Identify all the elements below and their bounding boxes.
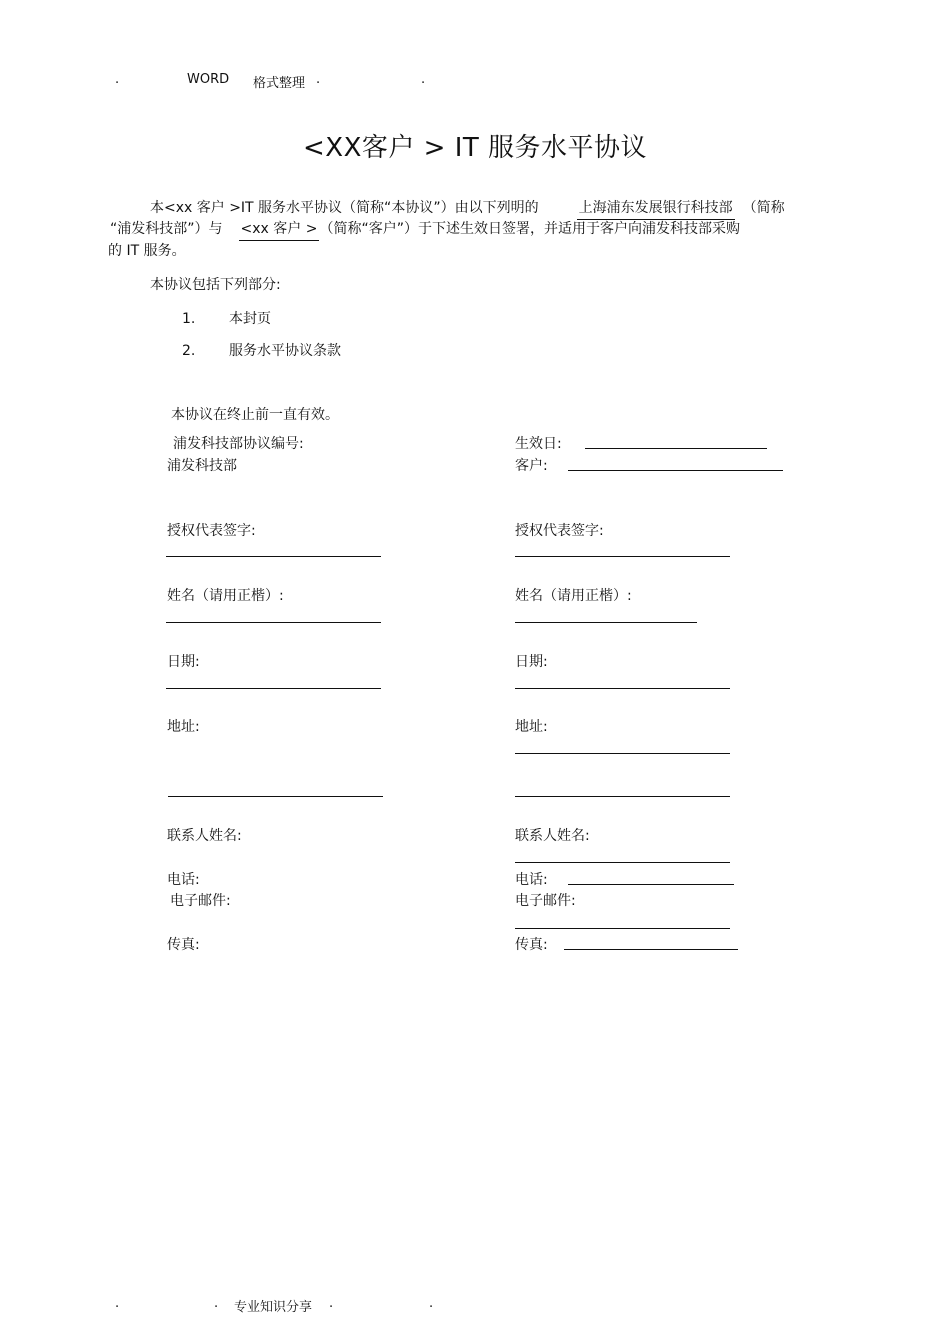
right-address-label: 地址: bbox=[515, 719, 548, 735]
right-auth-sign-line[interactable] bbox=[515, 556, 730, 557]
left-address-label: 地址: bbox=[167, 719, 200, 735]
right-email-line[interactable] bbox=[515, 928, 730, 929]
header-dot: . bbox=[115, 72, 120, 87]
header-format: 格式整理 bbox=[253, 76, 306, 91]
right-fax-line[interactable] bbox=[564, 949, 738, 950]
intro-text: 本<xx 客户 >IT 服务水平协议（简称“本协议”）由以下列明的 bbox=[150, 200, 539, 216]
right-client-line[interactable] bbox=[568, 470, 783, 471]
intro-text: “浦发科技部”）与 bbox=[110, 221, 223, 237]
parts-item-number: 2. bbox=[182, 343, 196, 359]
footer-dot: . bbox=[429, 1296, 434, 1311]
intro-line-3: 的 IT 服务。 bbox=[108, 243, 186, 259]
right-address-line-2[interactable] bbox=[515, 796, 730, 797]
left-email-label: 电子邮件: bbox=[170, 893, 231, 909]
left-address-line[interactable] bbox=[168, 796, 383, 797]
parts-item-number: 1. bbox=[182, 311, 196, 327]
client-name: <xx 客户 > bbox=[239, 219, 320, 241]
right-name-line[interactable] bbox=[515, 622, 697, 623]
header-dot: . bbox=[421, 72, 426, 87]
effective-date-label: 生效日: bbox=[515, 436, 562, 452]
footer-dot: . bbox=[115, 1296, 120, 1311]
header-dot: . bbox=[316, 72, 321, 87]
intro-text: （简称“客户”）于下述生效日签署，并适用于客户向浦发科技部采购 bbox=[319, 221, 740, 237]
header-word: WORD bbox=[187, 72, 230, 87]
validity-text: 本协议在终止前一直有效。 bbox=[171, 407, 339, 423]
right-date-line[interactable] bbox=[515, 688, 730, 689]
left-name-line[interactable] bbox=[166, 622, 381, 623]
left-date-line[interactable] bbox=[166, 688, 381, 689]
left-phone-label: 电话: bbox=[167, 872, 200, 888]
right-phone-label: 电话: bbox=[515, 872, 548, 888]
agreement-number-label: 浦发科技部协议编号: bbox=[173, 436, 304, 452]
party-name: 上海浦东发展银行科技部 bbox=[577, 198, 735, 220]
left-date-label: 日期: bbox=[167, 654, 200, 670]
document-title: <XX客户 > IT 服务水平协议 bbox=[302, 133, 648, 163]
left-party-label: 浦发科技部 bbox=[167, 458, 237, 474]
right-name-label: 姓名（请用正楷）: bbox=[515, 588, 632, 604]
footer-dot: . bbox=[329, 1296, 334, 1311]
left-name-label: 姓名（请用正楷）: bbox=[167, 588, 284, 604]
right-address-line-1[interactable] bbox=[515, 753, 730, 754]
left-fax-label: 传真: bbox=[167, 937, 200, 953]
intro-line-2 bbox=[110, 219, 740, 241]
right-contact-label: 联系人姓名: bbox=[515, 828, 590, 844]
right-fax-label: 传真: bbox=[515, 937, 548, 953]
intro-text: （简称 bbox=[742, 200, 785, 216]
right-client-label: 客户: bbox=[515, 458, 548, 474]
parts-item-text: 本封页 bbox=[229, 311, 271, 327]
footer-text: 专业知识分享 bbox=[234, 1300, 313, 1315]
effective-date-line[interactable] bbox=[585, 448, 767, 449]
right-phone-line[interactable] bbox=[568, 884, 734, 885]
right-email-label: 电子邮件: bbox=[515, 893, 576, 909]
right-auth-sign-label: 授权代表签字: bbox=[515, 523, 604, 539]
right-date-label: 日期: bbox=[515, 654, 548, 670]
intro-line-1 bbox=[150, 198, 785, 220]
left-contact-label: 联系人姓名: bbox=[167, 828, 242, 844]
right-contact-line[interactable] bbox=[515, 862, 730, 863]
footer-dot: . bbox=[214, 1296, 219, 1311]
left-auth-sign-line[interactable] bbox=[166, 556, 381, 557]
parts-intro: 本协议包括下列部分: bbox=[150, 277, 281, 293]
parts-item-text: 服务水平协议条款 bbox=[229, 343, 341, 359]
left-auth-sign-label: 授权代表签字: bbox=[167, 523, 256, 539]
